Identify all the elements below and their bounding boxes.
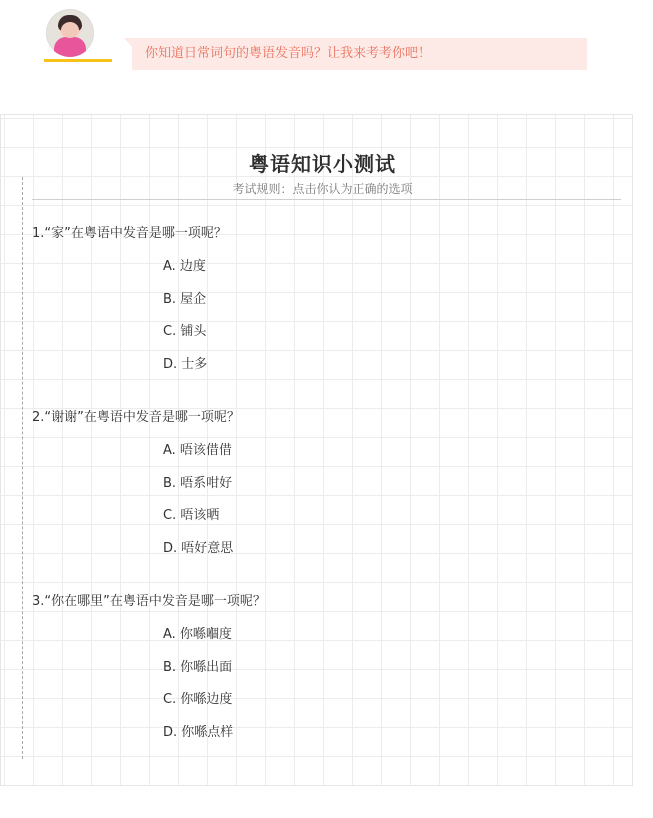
option-q2-c[interactable]: C. 唔该晒 xyxy=(163,508,220,523)
avatar-block xyxy=(44,9,112,63)
option-q2-d[interactable]: D. 唔好意思 xyxy=(163,541,234,556)
option-q1-a[interactable]: A. 边度 xyxy=(163,259,206,274)
question-3: 3.“你在哪里”在粤语中发音是哪一项呢？ xyxy=(32,594,266,609)
option-q1-d[interactable]: D. 士多 xyxy=(163,357,208,372)
option-q3-b[interactable]: B. 你喺出面 xyxy=(163,660,233,675)
option-q1-c[interactable]: C. 铺头 xyxy=(163,324,207,339)
speech-bubble-text: 你知道日常词句的粤语发音吗？让我来考考你吧！ xyxy=(145,46,432,61)
option-q2-b[interactable]: B. 唔系咁好 xyxy=(163,476,233,491)
quiz-title: 粤语知识小测试 xyxy=(249,152,396,176)
dashed-margin-line xyxy=(22,177,23,759)
quiz-rules: 考试规则：点击你认为正确的选项 xyxy=(232,182,413,196)
option-q3-a[interactable]: A. 你喺嗰度 xyxy=(163,627,232,642)
option-q2-a[interactable]: A. 唔该借借 xyxy=(163,443,232,458)
question-2: 2.“谢谢”在粤语中发音是哪一项呢？ xyxy=(32,410,240,425)
avatar xyxy=(46,9,94,57)
title-divider xyxy=(32,199,621,200)
option-q1-b[interactable]: B. 屋企 xyxy=(163,292,207,307)
option-q3-d[interactable]: D. 你喺点样 xyxy=(163,725,234,740)
speech-bubble xyxy=(132,38,587,70)
question-1: 1.“家”在粤语中发音是哪一项呢？ xyxy=(32,226,227,241)
avatar-underline xyxy=(44,59,112,62)
quiz-card xyxy=(0,114,633,786)
option-q3-c[interactable]: C. 你喺边度 xyxy=(163,692,233,707)
